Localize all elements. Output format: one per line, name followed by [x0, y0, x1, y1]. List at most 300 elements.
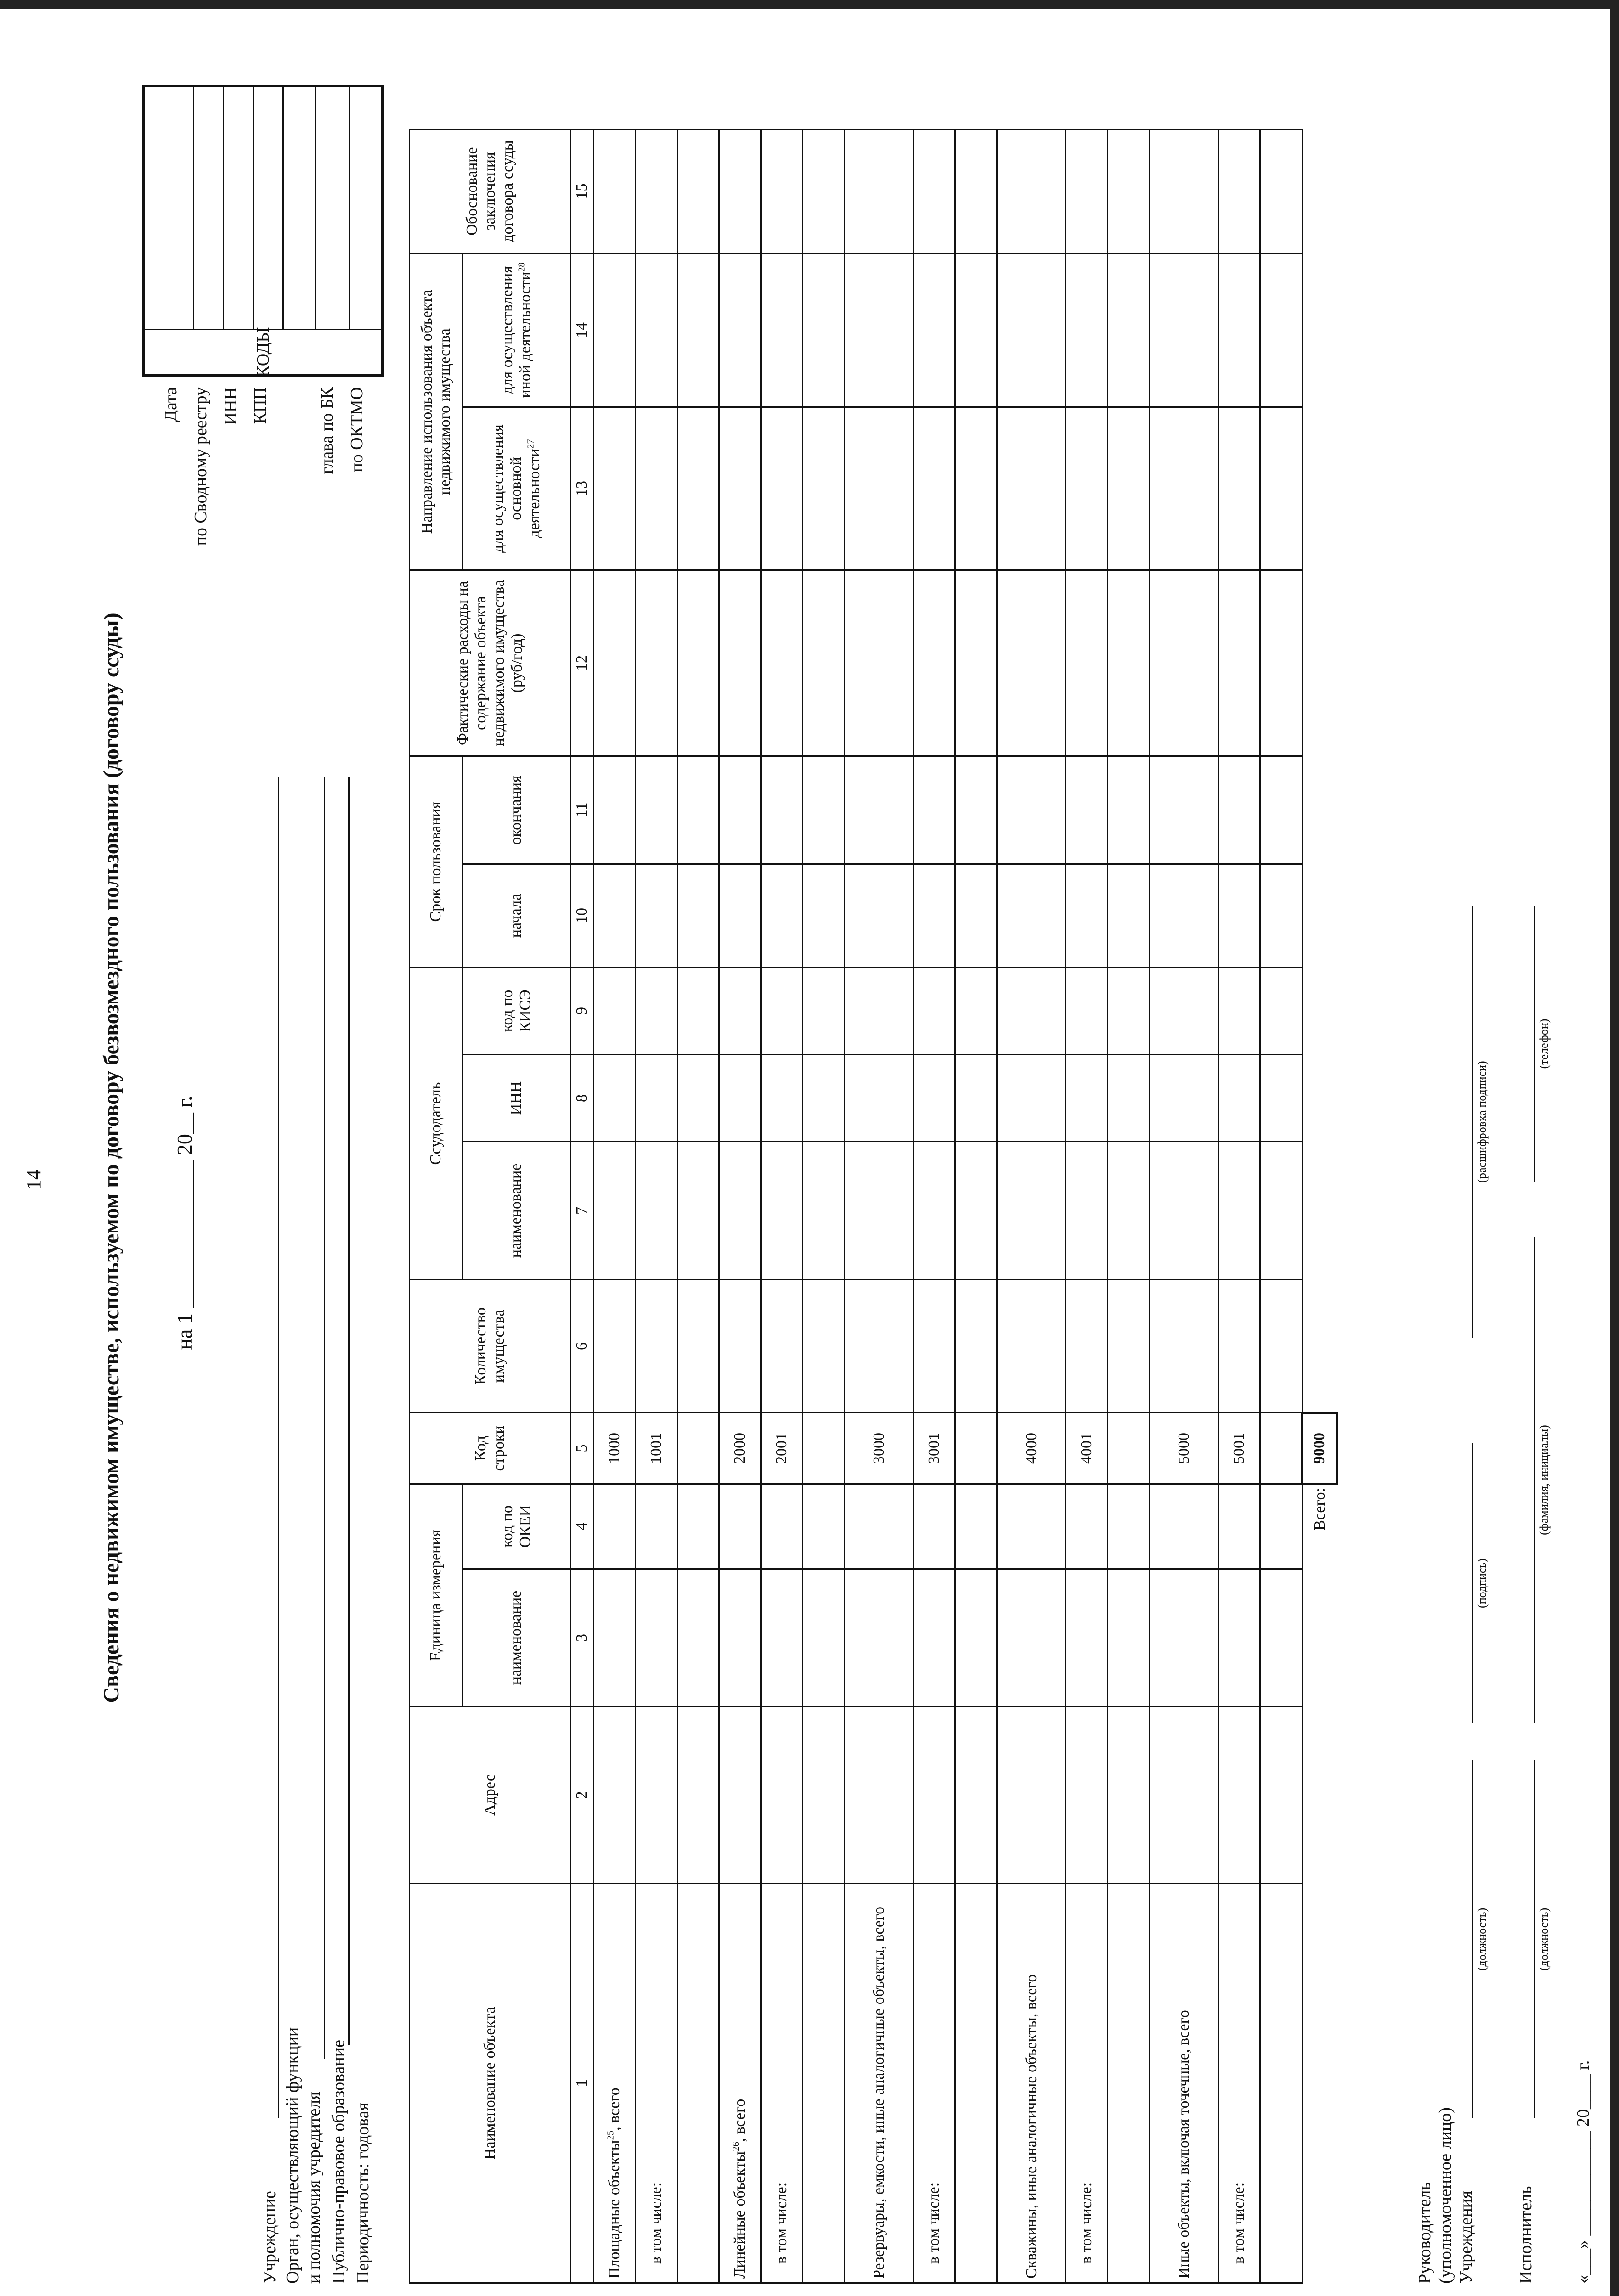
data-cell[interactable] — [1108, 1142, 1150, 1280]
data-cell[interactable] — [761, 1484, 803, 1569]
data-cell[interactable] — [1150, 1055, 1218, 1142]
data-cell[interactable] — [1108, 407, 1150, 570]
data-cell[interactable] — [1260, 756, 1303, 864]
total-label: Всего: — [1311, 1488, 1328, 1531]
data-cell[interactable] — [845, 1280, 914, 1413]
data-cell[interactable] — [1066, 864, 1108, 968]
data-cell[interactable] — [719, 129, 761, 253]
data-cell[interactable] — [1150, 968, 1218, 1055]
data-cell[interactable] — [803, 253, 845, 407]
data-cell[interactable] — [914, 1280, 955, 1413]
data-cell[interactable] — [803, 129, 845, 253]
data-cell[interactable] — [594, 1707, 636, 1884]
data-cell[interactable] — [761, 129, 803, 253]
table-row — [914, 129, 955, 2283]
data-cell[interactable] — [1260, 1142, 1303, 1280]
data-cell[interactable] — [1260, 1707, 1303, 1884]
data-cell[interactable] — [914, 864, 955, 968]
data-cell[interactable] — [1066, 1707, 1108, 1884]
data-cell[interactable] — [594, 1280, 636, 1413]
page-title: Сведения о недвижимом имуществе, используемом по договору безвозмездного пользования (договору ссуды) — [99, 613, 124, 1703]
data-cell[interactable] — [761, 1142, 803, 1280]
data-cell[interactable] — [761, 1280, 803, 1413]
data-cell[interactable] — [803, 1569, 845, 1707]
data-cell[interactable] — [1108, 129, 1150, 253]
column-number: 10 — [570, 864, 594, 968]
group-direction: Направление использования объекта недвижимого имущества — [410, 253, 463, 570]
data-cell[interactable] — [845, 253, 914, 407]
data-cell[interactable] — [636, 1055, 677, 1142]
data-cell[interactable] — [1108, 1569, 1150, 1707]
row-code-cell — [1260, 1413, 1303, 1484]
data-cell[interactable] — [955, 253, 997, 407]
row-code-cell: 4001 — [1066, 1413, 1108, 1484]
data-cell[interactable] — [1150, 253, 1218, 407]
data-cell[interactable] — [803, 407, 845, 570]
col-unit-name: наименование — [463, 1569, 570, 1707]
cap-phone: (телефон) — [1537, 1019, 1551, 1069]
data-cell[interactable] — [1218, 570, 1260, 756]
data-cell[interactable] — [761, 756, 803, 864]
data-cell[interactable] — [677, 756, 719, 864]
data-cell[interactable] — [955, 1055, 997, 1142]
table-row — [1066, 129, 1108, 2283]
data-cell[interactable] — [636, 1569, 677, 1707]
data-cell[interactable] — [636, 570, 677, 756]
data-cell[interactable] — [997, 1569, 1066, 1707]
code-label-oktmo: по ОКТМО — [347, 387, 367, 473]
data-cell[interactable] — [997, 1484, 1066, 1569]
data-cell[interactable] — [845, 1569, 914, 1707]
data-cell[interactable] — [677, 253, 719, 407]
table-row — [1218, 129, 1260, 2283]
data-cell[interactable] — [1066, 1280, 1108, 1413]
data-cell[interactable] — [845, 407, 914, 570]
data-cell[interactable] — [1218, 407, 1260, 570]
data-cell[interactable] — [955, 1142, 997, 1280]
data-cell[interactable] — [1150, 407, 1218, 570]
data-cell[interactable] — [636, 1142, 677, 1280]
code-label-bk: глава по БК — [317, 387, 337, 474]
data-cell[interactable] — [1108, 1707, 1150, 1884]
cap-executor-position: (должность) — [1537, 1908, 1551, 1971]
object-name-cell: Резервуары, емкости, иные аналогичные объекты, всего — [845, 1884, 914, 2283]
code-cell[interactable] — [282, 87, 284, 330]
data-cell[interactable] — [1260, 968, 1303, 1055]
data-cell[interactable] — [997, 129, 1066, 253]
col-lender-inn: ИНН — [463, 1055, 570, 1142]
code-label-kpp: КПП — [251, 387, 270, 424]
data-cell[interactable] — [1108, 756, 1150, 864]
report-date: на 1 ______________ 20__ г. — [173, 1096, 196, 1350]
data-cell[interactable] — [914, 129, 955, 253]
data-cell[interactable] — [719, 756, 761, 864]
data-cell[interactable] — [1150, 864, 1218, 968]
object-name-cell: Линейные объекты$^{26}$, всего — [719, 1884, 761, 2283]
data-cell[interactable] — [636, 1484, 677, 1569]
data-cell[interactable] — [803, 1707, 845, 1884]
data-cell[interactable] — [803, 1280, 845, 1413]
object-name-cell: в том числе: — [1066, 1884, 1108, 2283]
data-cell[interactable] — [997, 968, 1066, 1055]
column-number: 6 — [570, 1280, 594, 1413]
data-cell[interactable] — [845, 968, 914, 1055]
data-cell[interactable] — [594, 129, 636, 253]
column-number: 5 — [570, 1413, 594, 1484]
executor-name-field[interactable] — [1534, 1237, 1535, 1723]
data-cell[interactable] — [955, 1569, 997, 1707]
executor-position-field[interactable] — [1534, 1760, 1535, 2118]
data-cell[interactable] — [636, 1280, 677, 1413]
data-cell[interactable] — [1066, 570, 1108, 756]
table-row — [803, 129, 845, 2283]
data-cell[interactable] — [997, 407, 1066, 570]
executor-phone-field[interactable] — [1534, 906, 1535, 1182]
founder-field[interactable] — [324, 777, 325, 2059]
data-cell[interactable] — [719, 1280, 761, 1413]
executor-label: Исполнитель — [1516, 2186, 1535, 2284]
column-number: 7 — [570, 1142, 594, 1280]
data-cell[interactable] — [677, 129, 719, 253]
code-cell[interactable] — [193, 87, 194, 330]
data-cell[interactable] — [677, 1569, 719, 1707]
scan-edge — [1610, 0, 1619, 2296]
table-row — [997, 129, 1066, 2283]
data-cell[interactable] — [594, 570, 636, 756]
data-cell[interactable] — [677, 1484, 719, 1569]
data-cell[interactable] — [914, 253, 955, 407]
group-term: Срок пользования — [410, 756, 463, 968]
data-cell[interactable] — [761, 968, 803, 1055]
row-code-cell — [677, 1413, 719, 1484]
data-cell[interactable] — [1218, 1569, 1260, 1707]
data-cell[interactable] — [636, 129, 677, 253]
cap-position: (должность) — [1475, 1908, 1489, 1971]
row-code-cell: 3000 — [845, 1413, 914, 1484]
data-cell[interactable] — [1150, 756, 1218, 864]
data-cell[interactable] — [955, 1484, 997, 1569]
data-cell[interactable] — [914, 1707, 955, 1884]
data-cell[interactable] — [955, 1707, 997, 1884]
head-label-3: Учреждения — [1456, 2190, 1476, 2284]
data-cell[interactable] — [914, 570, 955, 756]
data-cell[interactable] — [955, 968, 997, 1055]
data-cell[interactable] — [997, 1707, 1066, 1884]
data-cell[interactable] — [997, 864, 1066, 968]
data-cell[interactable] — [914, 1484, 955, 1569]
data-cell[interactable] — [1218, 1484, 1260, 1569]
group-lender: Ссудодатель — [410, 968, 463, 1280]
cap-decode: (расшифровка подписи) — [1475, 1061, 1489, 1183]
row-code-cell — [955, 1413, 997, 1484]
data-cell[interactable] — [761, 1055, 803, 1142]
head-signature-field[interactable] — [1472, 1443, 1473, 1723]
row-code-cell: 3001 — [914, 1413, 955, 1484]
data-cell[interactable] — [845, 129, 914, 253]
data-cell[interactable] — [719, 1142, 761, 1280]
code-cell[interactable] — [223, 87, 224, 330]
column-number: 14 — [570, 253, 594, 407]
code-label-registry: по Сводному реестру — [191, 387, 210, 546]
data-cell[interactable] — [914, 407, 955, 570]
col-dir-main: для осуществления основной деятельности$^{27}$ — [463, 407, 570, 570]
data-cell[interactable] — [1066, 253, 1108, 407]
data-cell[interactable] — [677, 407, 719, 570]
column-number: 12 — [570, 570, 594, 756]
col-row-code: Код строки — [410, 1413, 570, 1484]
data-cell[interactable] — [1218, 864, 1260, 968]
column-number: 4 — [570, 1484, 594, 1569]
data-cell[interactable] — [1218, 968, 1260, 1055]
data-cell[interactable] — [1260, 1484, 1303, 1569]
data-cell[interactable] — [677, 1142, 719, 1280]
data-cell[interactable] — [719, 968, 761, 1055]
data-cell[interactable] — [719, 1569, 761, 1707]
data-cell[interactable] — [719, 864, 761, 968]
data-cell[interactable] — [1218, 1280, 1260, 1413]
code-label-date: Дата — [161, 387, 181, 422]
data-cell[interactable] — [955, 756, 997, 864]
data-cell[interactable] — [845, 1484, 914, 1569]
data-cell[interactable] — [803, 1142, 845, 1280]
data-cell[interactable] — [1260, 1280, 1303, 1413]
head-label-2: (уполномоченное лицо) — [1436, 2107, 1455, 2284]
data-cell[interactable] — [594, 1569, 636, 1707]
col-lender-kise: код по КИСЭ — [463, 968, 570, 1055]
data-cell[interactable] — [761, 1707, 803, 1884]
data-cell[interactable] — [1108, 1055, 1150, 1142]
object-name-cell — [803, 1884, 845, 2283]
data-cell[interactable] — [677, 968, 719, 1055]
data-cell[interactable] — [1150, 129, 1218, 253]
data-cell[interactable] — [1260, 570, 1303, 756]
data-cell[interactable] — [1260, 1569, 1303, 1707]
data-cell[interactable] — [914, 1569, 955, 1707]
institution-field[interactable] — [278, 777, 279, 2118]
code-label-inn: ИНН — [221, 387, 240, 425]
data-cell[interactable] — [761, 864, 803, 968]
data-cell[interactable] — [1066, 129, 1108, 253]
data-cell[interactable] — [636, 864, 677, 968]
data-cell[interactable] — [719, 570, 761, 756]
data-cell[interactable] — [677, 1707, 719, 1884]
data-cell[interactable] — [594, 407, 636, 570]
data-cell[interactable] — [1108, 570, 1150, 756]
col-dir-other: для осуществления иной деятельности$^{28}$ — [463, 253, 570, 407]
field-label-founder-1: Орган, осуществляющий функции — [283, 2027, 302, 2284]
public-entity-field[interactable] — [348, 777, 350, 2045]
field-label-founder-2: и полномочия учредителя — [305, 2092, 324, 2284]
data-cell[interactable] — [1066, 1055, 1108, 1142]
data-cell[interactable] — [1108, 864, 1150, 968]
data-cell[interactable] — [914, 1142, 955, 1280]
data-cell[interactable] — [997, 1280, 1066, 1413]
data-cell[interactable] — [677, 864, 719, 968]
data-cell[interactable] — [914, 968, 955, 1055]
codes-heading: КОДЫ — [253, 327, 273, 377]
data-cell[interactable] — [594, 1055, 636, 1142]
object-name-cell: в том числе: — [636, 1884, 677, 2283]
data-cell[interactable] — [594, 1142, 636, 1280]
data-cell[interactable] — [636, 253, 677, 407]
head-position-field[interactable] — [1472, 1760, 1473, 2118]
code-cell[interactable] — [253, 87, 254, 330]
data-cell[interactable] — [1260, 253, 1303, 407]
data-cell[interactable] — [636, 1707, 677, 1884]
data-cell[interactable] — [997, 570, 1066, 756]
table-row — [1260, 129, 1303, 2283]
data-cell[interactable] — [1218, 1142, 1260, 1280]
data-cell[interactable] — [845, 1707, 914, 1884]
data-cell[interactable] — [845, 1055, 914, 1142]
data-cell[interactable] — [1066, 1484, 1108, 1569]
row-code-cell: 2000 — [719, 1413, 761, 1484]
col-basis: Обоснование заключения договора ссуды — [410, 129, 570, 253]
group-unit: Единица измерения — [410, 1484, 463, 1707]
data-cell[interactable] — [955, 1280, 997, 1413]
data-cell[interactable] — [761, 253, 803, 407]
data-cell[interactable] — [1218, 253, 1260, 407]
data-cell[interactable] — [677, 1280, 719, 1413]
data-cell[interactable] — [1218, 1707, 1260, 1884]
data-cell[interactable] — [1066, 407, 1108, 570]
data-cell[interactable] — [594, 253, 636, 407]
data-cell[interactable] — [803, 570, 845, 756]
table-row — [845, 129, 914, 2283]
table-row — [594, 129, 636, 2283]
row-code-cell — [1108, 1413, 1150, 1484]
data-cell[interactable] — [845, 1142, 914, 1280]
row-code-cell: 1000 — [594, 1413, 636, 1484]
data-cell[interactable] — [1260, 864, 1303, 968]
codes-box — [142, 85, 384, 377]
table-row — [719, 129, 761, 2283]
row-code-cell: 4000 — [997, 1413, 1066, 1484]
data-cell[interactable] — [803, 1055, 845, 1142]
data-cell[interactable] — [761, 407, 803, 570]
data-cell[interactable] — [803, 968, 845, 1055]
signature-date[interactable]: «___» ____________ 20____ г. — [1574, 2060, 1593, 2284]
data-cell[interactable] — [1150, 1280, 1218, 1413]
data-cell[interactable] — [719, 1707, 761, 1884]
data-cell[interactable] — [594, 1484, 636, 1569]
data-cell[interactable] — [997, 756, 1066, 864]
data-cell[interactable] — [803, 864, 845, 968]
data-cell[interactable] — [955, 407, 997, 570]
row-code-cell: 5001 — [1218, 1413, 1260, 1484]
column-number: 8 — [570, 1055, 594, 1142]
column-number: 11 — [570, 756, 594, 864]
data-cell[interactable] — [1108, 253, 1150, 407]
data-cell[interactable] — [1150, 1142, 1218, 1280]
data-cell[interactable] — [1066, 1569, 1108, 1707]
cap-fio: (фамилия, инициалы) — [1537, 1425, 1551, 1535]
table-row — [1108, 129, 1150, 2283]
data-cell[interactable] — [914, 756, 955, 864]
data-cell[interactable] — [719, 1484, 761, 1569]
data-cell[interactable] — [1150, 1569, 1218, 1707]
data-cell[interactable] — [1260, 407, 1303, 570]
data-cell[interactable] — [636, 756, 677, 864]
data-cell[interactable] — [719, 407, 761, 570]
data-cell[interactable] — [1108, 1484, 1150, 1569]
code-cell[interactable] — [315, 87, 316, 330]
data-cell[interactable] — [761, 1569, 803, 1707]
data-cell[interactable] — [677, 1055, 719, 1142]
data-cell[interactable] — [955, 570, 997, 756]
column-number: 3 — [570, 1569, 594, 1707]
data-cell[interactable] — [1066, 756, 1108, 864]
cap-signature: (подпись) — [1475, 1559, 1489, 1608]
data-cell[interactable] — [677, 570, 719, 756]
column-number: 15 — [570, 129, 594, 253]
code-cell[interactable] — [349, 87, 350, 330]
data-cell[interactable] — [761, 570, 803, 756]
data-cell[interactable] — [594, 864, 636, 968]
head-label: Руководитель — [1415, 2182, 1434, 2284]
object-name-cell — [1108, 1884, 1150, 2283]
col-address: Адрес — [410, 1707, 570, 1884]
row-code-cell — [803, 1413, 845, 1484]
column-number: 13 — [570, 407, 594, 570]
data-cell[interactable] — [914, 1055, 955, 1142]
field-label-institution: Учреждение — [260, 2191, 279, 2284]
data-cell[interactable] — [1218, 756, 1260, 864]
row-code-cell: 2001 — [761, 1413, 803, 1484]
field-label-periodicity: Периодичность: годовая — [353, 2102, 372, 2284]
data-cell[interactable] — [1150, 1484, 1218, 1569]
data-cell[interactable] — [955, 864, 997, 968]
object-name-cell: в том числе: — [914, 1884, 955, 2283]
data-cell[interactable] — [1150, 1707, 1218, 1884]
column-number: 9 — [570, 968, 594, 1055]
data-cell[interactable] — [997, 1142, 1066, 1280]
data-cell[interactable] — [1260, 1055, 1303, 1142]
data-cell[interactable] — [636, 407, 677, 570]
data-cell[interactable] — [1066, 1142, 1108, 1280]
data-cell[interactable] — [845, 756, 914, 864]
data-cell[interactable] — [1218, 1055, 1260, 1142]
object-name-cell: Иные объекты, включая точечные, всего — [1150, 1884, 1218, 2283]
data-cell[interactable] — [1066, 968, 1108, 1055]
column-number: 1 — [570, 1884, 594, 2283]
data-cell[interactable] — [1108, 1280, 1150, 1413]
data-cell[interactable] — [997, 253, 1066, 407]
data-cell[interactable] — [845, 570, 914, 756]
scan-edge — [0, 0, 1619, 9]
data-cell[interactable] — [845, 864, 914, 968]
data-cell[interactable] — [997, 1055, 1066, 1142]
data-cell[interactable] — [594, 756, 636, 864]
data-cell[interactable] — [1150, 570, 1218, 756]
col-lender-name: наименование — [463, 1142, 570, 1280]
data-cell[interactable] — [803, 756, 845, 864]
col-unit-okei: код по ОКЕИ — [463, 1484, 570, 1569]
data-cell[interactable] — [803, 1484, 845, 1569]
data-cell[interactable] — [636, 968, 677, 1055]
data-cell[interactable] — [594, 968, 636, 1055]
data-cell[interactable] — [1218, 129, 1260, 253]
table-row — [636, 129, 677, 2283]
data-cell[interactable] — [955, 129, 997, 253]
head-decode-field[interactable] — [1472, 906, 1473, 1338]
data-cell[interactable] — [719, 253, 761, 407]
data-cell[interactable] — [719, 1055, 761, 1142]
data-cell[interactable] — [1108, 968, 1150, 1055]
data-cell[interactable] — [1260, 129, 1303, 253]
row-code-cell: 5000 — [1150, 1413, 1218, 1484]
object-name-cell — [955, 1884, 997, 2283]
